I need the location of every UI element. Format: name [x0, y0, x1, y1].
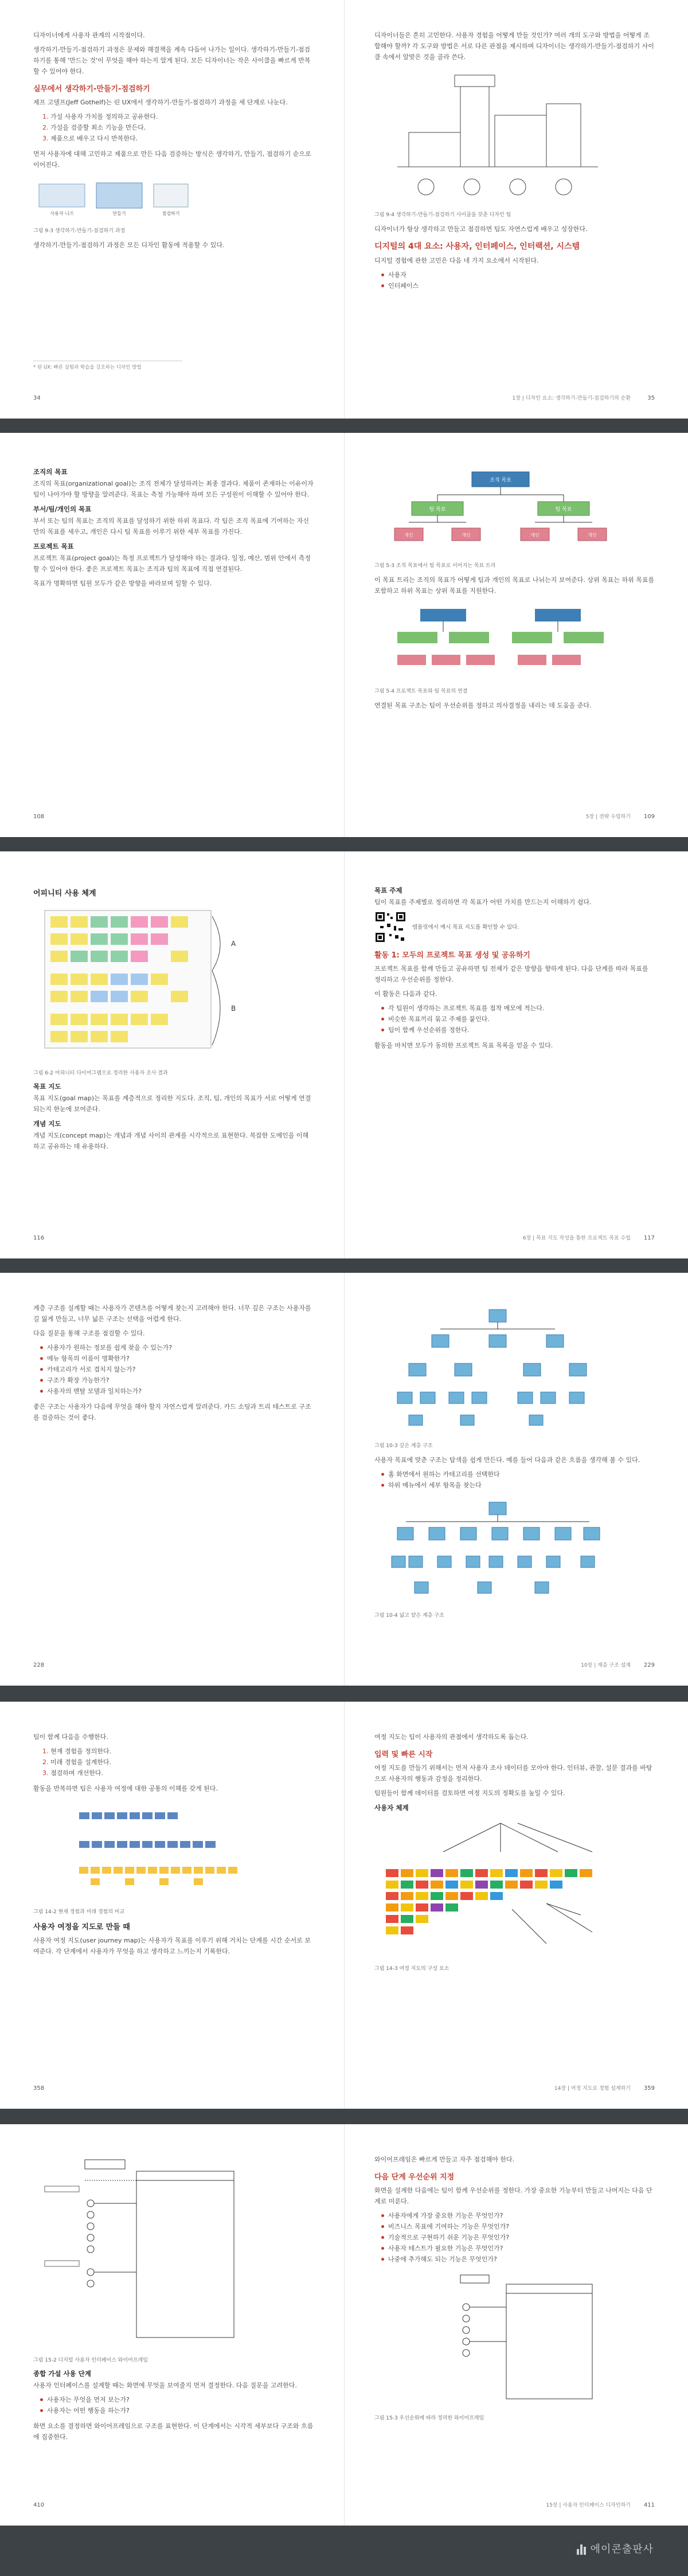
list-item: 3. 점검하며 개선한다.	[50, 1768, 314, 1778]
tree-node: 개인	[530, 533, 540, 538]
numbered-list	[50, 111, 314, 144]
page-number: 410	[33, 2502, 45, 2508]
page-number: 411	[643, 2502, 655, 2508]
paragraph: 이 활동은 다음과 같다.	[374, 990, 437, 998]
bullet-list	[381, 1003, 655, 1035]
paragraph: 목표 지도(goal map)는 목표를 계층적으로 정리한 지도다. 조직, 팀, 개인의 목표가 서로 어떻게 연결되는지 한눈에 보여준다.	[33, 1094, 311, 1113]
paragraph: 디자이너에게 사용자 관계의 시작점이다.	[33, 32, 145, 39]
paragraph: 여정 지도를 만들기 위해서는 먼저 사용자 조사 데이터를 모아야 한다. 인터뷰, 관찰, 설문 결과를 바탕으로 사용자의 행동과 감정을 정리한다.	[374, 1764, 652, 1783]
qr-code-icon	[374, 911, 406, 943]
page-number: 108	[33, 814, 45, 820]
tree-node: 개인	[588, 533, 597, 538]
paragraph: 생각하기-만들기-점검하기 과정은 모든 디자인 활동에 적용할 수 있다.	[33, 241, 225, 249]
subheading: 개념 지도	[33, 1120, 61, 1128]
deep-hierarchy-figure	[374, 1306, 627, 1432]
list-item: 하위 메뉴에서 세부 항목을 찾는다	[381, 1480, 655, 1491]
subheading: 목표 지도	[33, 1082, 61, 1090]
paragraph: 활동을 마치면 모두가 동의한 프로젝트 목표 목록을 얻을 수 있다.	[374, 1042, 553, 1049]
bullet-list	[381, 1469, 655, 1491]
sticky-notes	[50, 916, 188, 1042]
section-heading: 디지털의 4대 요소: 사용자, 인터페이스, 인터랙션, 시스템	[374, 242, 580, 251]
wide-hierarchy-figure	[374, 1499, 627, 1602]
figure-caption: 그림 15-3 우선순위에 따라 정리한 와이어프레임	[374, 2415, 484, 2421]
subheading: 목표 주제	[374, 886, 402, 894]
prioritized-wireframe-figure	[374, 2273, 627, 2405]
list-item: 2. 미래 경험을 설계한다.	[50, 1757, 314, 1768]
project-goal-tree-figure	[374, 603, 627, 678]
list-item: 팀이 함께 우선순위를 정한다.	[381, 1025, 655, 1035]
castle-illustration	[374, 69, 615, 201]
paragraph: 제프 고델프(Jeff Gothelf)는 린 UX에서 생각하기-만들기-점검하기 과정을 세 단계로 나눈다.	[33, 99, 288, 106]
list-item: 구조가 확장 가능한가?	[40, 1375, 314, 1386]
list-item: 사용자	[381, 269, 655, 280]
list-item: 사용자는 어떤 행동을 하는가?	[40, 2405, 314, 2416]
running-head: 15장 | 사용자 인터페이스 디자인하기	[546, 2503, 631, 2508]
page-number: 34	[33, 395, 41, 401]
paragraph: 계층 구조를 설계할 때는 사용자가 콘텐츠를 어떻게 찾는지 고려해야 한다. 너무 깊은 구조는 사용자를 길 잃게 만들고, 너무 넓은 구조는 선택을 어렵게 한다.	[33, 1304, 311, 1323]
figure-caption: 그림 5-3 조직 목표에서 팀 목표로 이어지는 목표 트리	[374, 563, 496, 569]
journey-comparison-figure	[33, 1801, 286, 1898]
subheading: 조직의 목표	[33, 468, 68, 476]
paragraph: 디지털 경험에 관한 고민은 다음 네 가지 요소에서 시작된다.	[374, 257, 539, 264]
section-heading: 다음 단계 우선순위 지정	[374, 2173, 455, 2182]
section-heading: 활동 1: 모두의 프로젝트 목표 생성 및 공유하기	[374, 951, 530, 960]
think-make-check-figure	[33, 177, 205, 217]
list-item: 비슷한 목표끼리 묶고 주제를 붙인다.	[381, 1014, 655, 1025]
publisher-name: 에이콘출판사	[590, 2543, 654, 2555]
brace-label: A	[231, 940, 236, 948]
running-head: 14장 | 여정 지도로 경험 설계하기	[554, 2086, 631, 2092]
page-229	[344, 1273, 688, 1686]
figure-caption: 그림 9-4 생각하기-만들기-점검하기 사이클을 갖춘 디자인 팀	[374, 212, 511, 218]
section-heading: 사용자 여정을 지도로 만들 때	[33, 1923, 130, 1932]
section-heading: 실무에서 생각하기-만들기-점검하기	[33, 85, 150, 93]
list-item: 사용자는 무엇을 먼저 보는가?	[40, 2394, 314, 2405]
footnote: * 린 UX: 빠른 실험과 학습을 강조하는 디자인 방법	[33, 361, 182, 370]
section-heading: 입력 및 빠른 시작	[374, 1750, 433, 1759]
paragraph: 조직의 목표(organizational goal)는 조직 전체가 달성하려는 최종 결과다. 제품이 존재하는 이유이자 팀이 나아가야 할 방향을 알려준다. 목표는 측정 가능해야 하며 모든 구성원이 이해할 수 있어야 한다.	[33, 480, 314, 498]
paragraph: 팀원들이 함께 데이터를 검토하면 여정 지도의 정확도를 높일 수 있다.	[374, 1789, 565, 1797]
paragraph: 연결된 목표 구조는 팀이 우선순위를 정하고 의사결정을 내리는 데 도움을 준다.	[374, 702, 592, 709]
list-item: 메뉴 항목의 이름이 명확한가?	[40, 1353, 314, 1364]
tree-node: 개인	[404, 533, 413, 538]
paragraph: 부서 또는 팀의 목표는 조직의 목표를 달성하기 위한 하위 목표다. 각 팀은 조직 목표에 기여하는 자신만의 목표를 세우고, 개인은 다시 팀 목표를 이루기 위한 세부 목표를 가진다.	[33, 517, 309, 535]
figure-caption: 그림 10-4 넓고 얕은 계층 구조	[374, 1613, 444, 1619]
page-109	[344, 433, 688, 837]
list-item: 인터페이스	[381, 280, 655, 291]
paragraph: 팀이 목표를 주제별로 정리하면 각 목표가 어떤 가치를 만드는지 이해하기 쉽다.	[374, 898, 592, 906]
affinity-diagram-figure	[33, 905, 274, 1060]
paragraph: 활동을 반복하면 팀은 사용자 여정에 대한 공통의 이해를 갖게 된다.	[33, 1785, 218, 1792]
page-number: 117	[643, 1235, 655, 1241]
spread-1	[0, 0, 688, 419]
fig-label: 사용자 니즈	[50, 211, 74, 216]
figure-caption: 그림 6-2 어피니티 다이어그램으로 정리한 사용자 조사 결과	[33, 1070, 168, 1076]
running-head: 5장 | 전략 수립하기	[585, 814, 631, 820]
bullet-list	[40, 1342, 314, 1397]
page-number: 358	[33, 2085, 45, 2092]
spread-4	[0, 1273, 688, 1686]
bullet-list	[40, 2394, 314, 2416]
list-item: 사용자의 멘탈 모델과 일치하는가?	[40, 1386, 314, 1397]
page-116	[0, 851, 344, 1258]
paragraph: 화면을 설계한 다음에는 팀이 함께 우선순위를 정한다. 가장 중요한 기능부터 만들고 나머지는 다음 단계로 미룬다.	[374, 2187, 652, 2205]
list-item: 기술적으로 구현하기 쉬운 기능은 무엇인가?	[381, 2232, 655, 2243]
page-35	[344, 0, 688, 419]
fig-label: 만들기	[112, 211, 126, 216]
list-item: 사용자 테스트가 필요한 기능은 무엇인가?	[381, 2243, 655, 2254]
list-item: 사용자가 원하는 정보를 쉽게 찾을 수 있는가?	[40, 1342, 314, 1353]
figure-caption: 그림 5-4 프로젝트 목표와 팀 목표의 연결	[374, 689, 468, 694]
fig-label: 점검하기	[162, 211, 180, 216]
paragraph: 여정 지도는 팀이 사용자의 관점에서 생각하도록 돕는다.	[374, 1733, 529, 1741]
page-358	[0, 1702, 344, 2109]
page-108	[0, 433, 344, 837]
publisher-mark-icon	[577, 2542, 587, 2555]
page-410	[0, 2124, 344, 2526]
paragraph: 좋은 구조는 사용자가 다음에 무엇을 해야 할지 자연스럽게 알려준다. 카드 소팅과 트리 테스트로 구조를 검증하는 것이 좋다.	[33, 1403, 311, 1421]
qr-text: 템플릿에서 예시 목표 지도를 확인할 수 있다.	[412, 924, 519, 931]
page-number: 359	[643, 2085, 655, 2092]
list-item: 비즈니스 목표에 기여하는 기능은 무엇인가?	[381, 2221, 655, 2232]
subheading: 부서/팀/개인의 목표	[33, 505, 92, 513]
paragraph: 사용자 목표에 맞춘 구조는 탐색을 쉽게 만든다. 예를 들어 다음과 같은 흐름을 생각해 볼 수 있다.	[374, 1456, 640, 1464]
bullet-list	[381, 269, 655, 291]
paragraph: 팀이 함께 다음을 수행한다.	[33, 1733, 108, 1741]
subheading: 종합 가설 사용 단계	[33, 2370, 91, 2378]
paragraph: 사용자 여정 지도(user journey map)는 사용자가 목표를 이루기 위해 거치는 단계를 시간 순서로 보여준다. 각 단계에서 사용자가 무엇을 하고 생각하고 느끼는지 기록한다.	[33, 1937, 311, 1955]
tree-node: 팀 목표	[429, 507, 446, 513]
figure-caption: 그림 15-2 디지털 사용자 인터페이스 와이어프레임	[33, 2358, 148, 2363]
tree-node: 팀 목표	[555, 507, 572, 513]
list-item: 홈 화면에서 원하는 카테고리를 선택한다	[381, 1469, 655, 1480]
page-228	[0, 1273, 344, 1686]
running-head: 10장 | 계층 구조 설계	[581, 1663, 631, 1668]
spread-2	[0, 433, 688, 837]
page-number: 35	[647, 395, 655, 401]
wireframe-figure	[33, 2157, 274, 2347]
spread-3	[0, 851, 688, 1258]
paragraph: 생각하기-만들기-점검하기 과정은 문제와 해결책을 계속 다듬어 나가는 일이다. 생각하기-만들기-점검하기를 통해 '만드는 것'이 무엇을 해야 하는지 알게 된다. 모든 디자이너는 작은 사이클을 빠르게 반복할 수 있어야 한다.	[33, 46, 311, 75]
paragraph: 디자이너가 항상 생각하고 만들고 점검하면 팀도 자연스럽게 배우고 성장한다.	[374, 225, 588, 233]
running-head: 1장 | 디자인 요소: 생각하기-만들기-점검하기의 순환	[512, 396, 631, 401]
spread-6	[0, 2124, 688, 2526]
page-117	[344, 851, 688, 1258]
paragraph: 와이어프레임은 빠르게 만들고 자주 점검해야 한다.	[374, 2156, 515, 2163]
paragraph: 디자이너들은 흔히 고민한다. 사용자 경험을 어떻게 만들 것인가? 여러 개의 도구와 방법을 어떻게 조합해야 할까? 각 도구와 방법은 서로 다른 관점을 제시하며 디자이너는 생각하기-만들기-점검하기 사이클 속에서 알맞은 것을 골라 쓴다.	[374, 32, 654, 61]
list-item: 2. 가설을 검증할 최소 기능을 만든다.	[50, 122, 314, 133]
page-359	[344, 1702, 688, 2109]
page-number: 116	[33, 1235, 45, 1241]
subheading: 사용자 체계	[374, 1804, 409, 1812]
paragraph: 프로젝트 목표를 함께 만들고 공유하면 팀 전체가 같은 방향을 향하게 된다. 다음 단계를 따라 목표를 정리하고 우선순위를 정한다.	[374, 965, 648, 983]
numbered-list	[50, 1746, 314, 1778]
list-item: 각 팀원이 생각하는 프로젝트 목표를 접착 메모에 적는다.	[381, 1003, 655, 1014]
list-item: 1. 현재 경험을 정의한다.	[50, 1746, 314, 1757]
section-heading: 어피니티 사용 체계	[33, 889, 96, 898]
publisher-logo	[577, 2541, 654, 2556]
journey-map-figure	[374, 1817, 627, 1955]
paragraph: 프로젝트 목표(project goal)는 특정 프로젝트가 달성해야 하는 결과다. 일정, 예산, 범위 안에서 측정할 수 있어야 한다. 좋은 프로젝트 목표는 조직과 팀의 목표에 직접 연결된다.	[33, 554, 311, 573]
list-item: 3. 제품으로 배우고 다시 반복한다.	[50, 133, 314, 144]
paragraph: 이 목표 트리는 조직의 목표가 어떻게 팀과 개인의 목표로 나뉘는지 보여준다. 상위 목표는 하위 목표를 포함하고 하위 목표는 상위 목표를 지원한다.	[374, 576, 655, 595]
subheading: 프로젝트 목표	[33, 542, 74, 550]
paragraph: 개념 지도(concept map)는 개념과 개념 사이의 관계를 시각적으로 표현한다. 복잡한 도메인을 이해하고 공유하는 데 유용하다.	[33, 1132, 309, 1150]
page-34	[0, 0, 344, 419]
paragraph: 화면 요소를 결정하면 와이어프레임으로 구조를 표현한다. 이 단계에서는 시각적 세부보다 구조와 흐름에 집중한다.	[33, 2422, 314, 2441]
figure-caption: 그림 9-3 생각하기-만들기-점검하기 과정	[33, 228, 126, 234]
bullet-list	[381, 2210, 655, 2265]
figure-caption: 그림 14-2 현재 경험과 미래 경험의 비교	[33, 1909, 125, 1915]
page-411	[344, 2124, 688, 2526]
tree-node: 조직 목표	[490, 478, 511, 483]
running-head: 6장 | 목표 지도 작성을 통한 프로젝트 목표 수립	[522, 1236, 631, 1241]
paragraph: 먼저 사용자에 대해 고민하고 제품으로 만든 다음 검증하는 방식은 생각하기, 만들기, 점검하기 순으로 이어진다.	[33, 150, 311, 169]
list-item: 1. 가설 사용자 가치를 정의하고 공유한다.	[50, 111, 314, 122]
list-item: 나중에 추가해도 되는 기능은 무엇인가?	[381, 2254, 655, 2265]
figure-caption: 그림 10-3 깊은 계층 구조	[374, 1443, 433, 1449]
page-number: 229	[643, 1662, 655, 1668]
tree-node: 개인	[462, 533, 471, 538]
qr-block	[374, 911, 655, 943]
page-number: 228	[33, 1662, 45, 1668]
paragraph: 목표가 명확하면 팀원 모두가 같은 방향을 바라보며 일할 수 있다.	[33, 580, 212, 587]
goal-tree-figure	[374, 466, 627, 552]
list-item: 사용자에게 가장 중요한 기능은 무엇인가?	[381, 2210, 655, 2221]
spread-5	[0, 1702, 688, 2109]
paragraph: 다음 질문을 통해 구조를 점검할 수 있다.	[33, 1330, 145, 1337]
brace-label: B	[231, 1004, 236, 1013]
page-number: 109	[643, 814, 655, 820]
figure-caption: 그림 14-3 여정 지도의 구성 요소	[374, 1966, 449, 1972]
paragraph: 사용자 인터페이스를 설계할 때는 화면에 무엇을 보여줄지 먼저 결정한다. 다음 질문을 고려한다.	[33, 2382, 297, 2389]
list-item: 카테고리가 서로 겹치지 않는가?	[40, 1364, 314, 1375]
